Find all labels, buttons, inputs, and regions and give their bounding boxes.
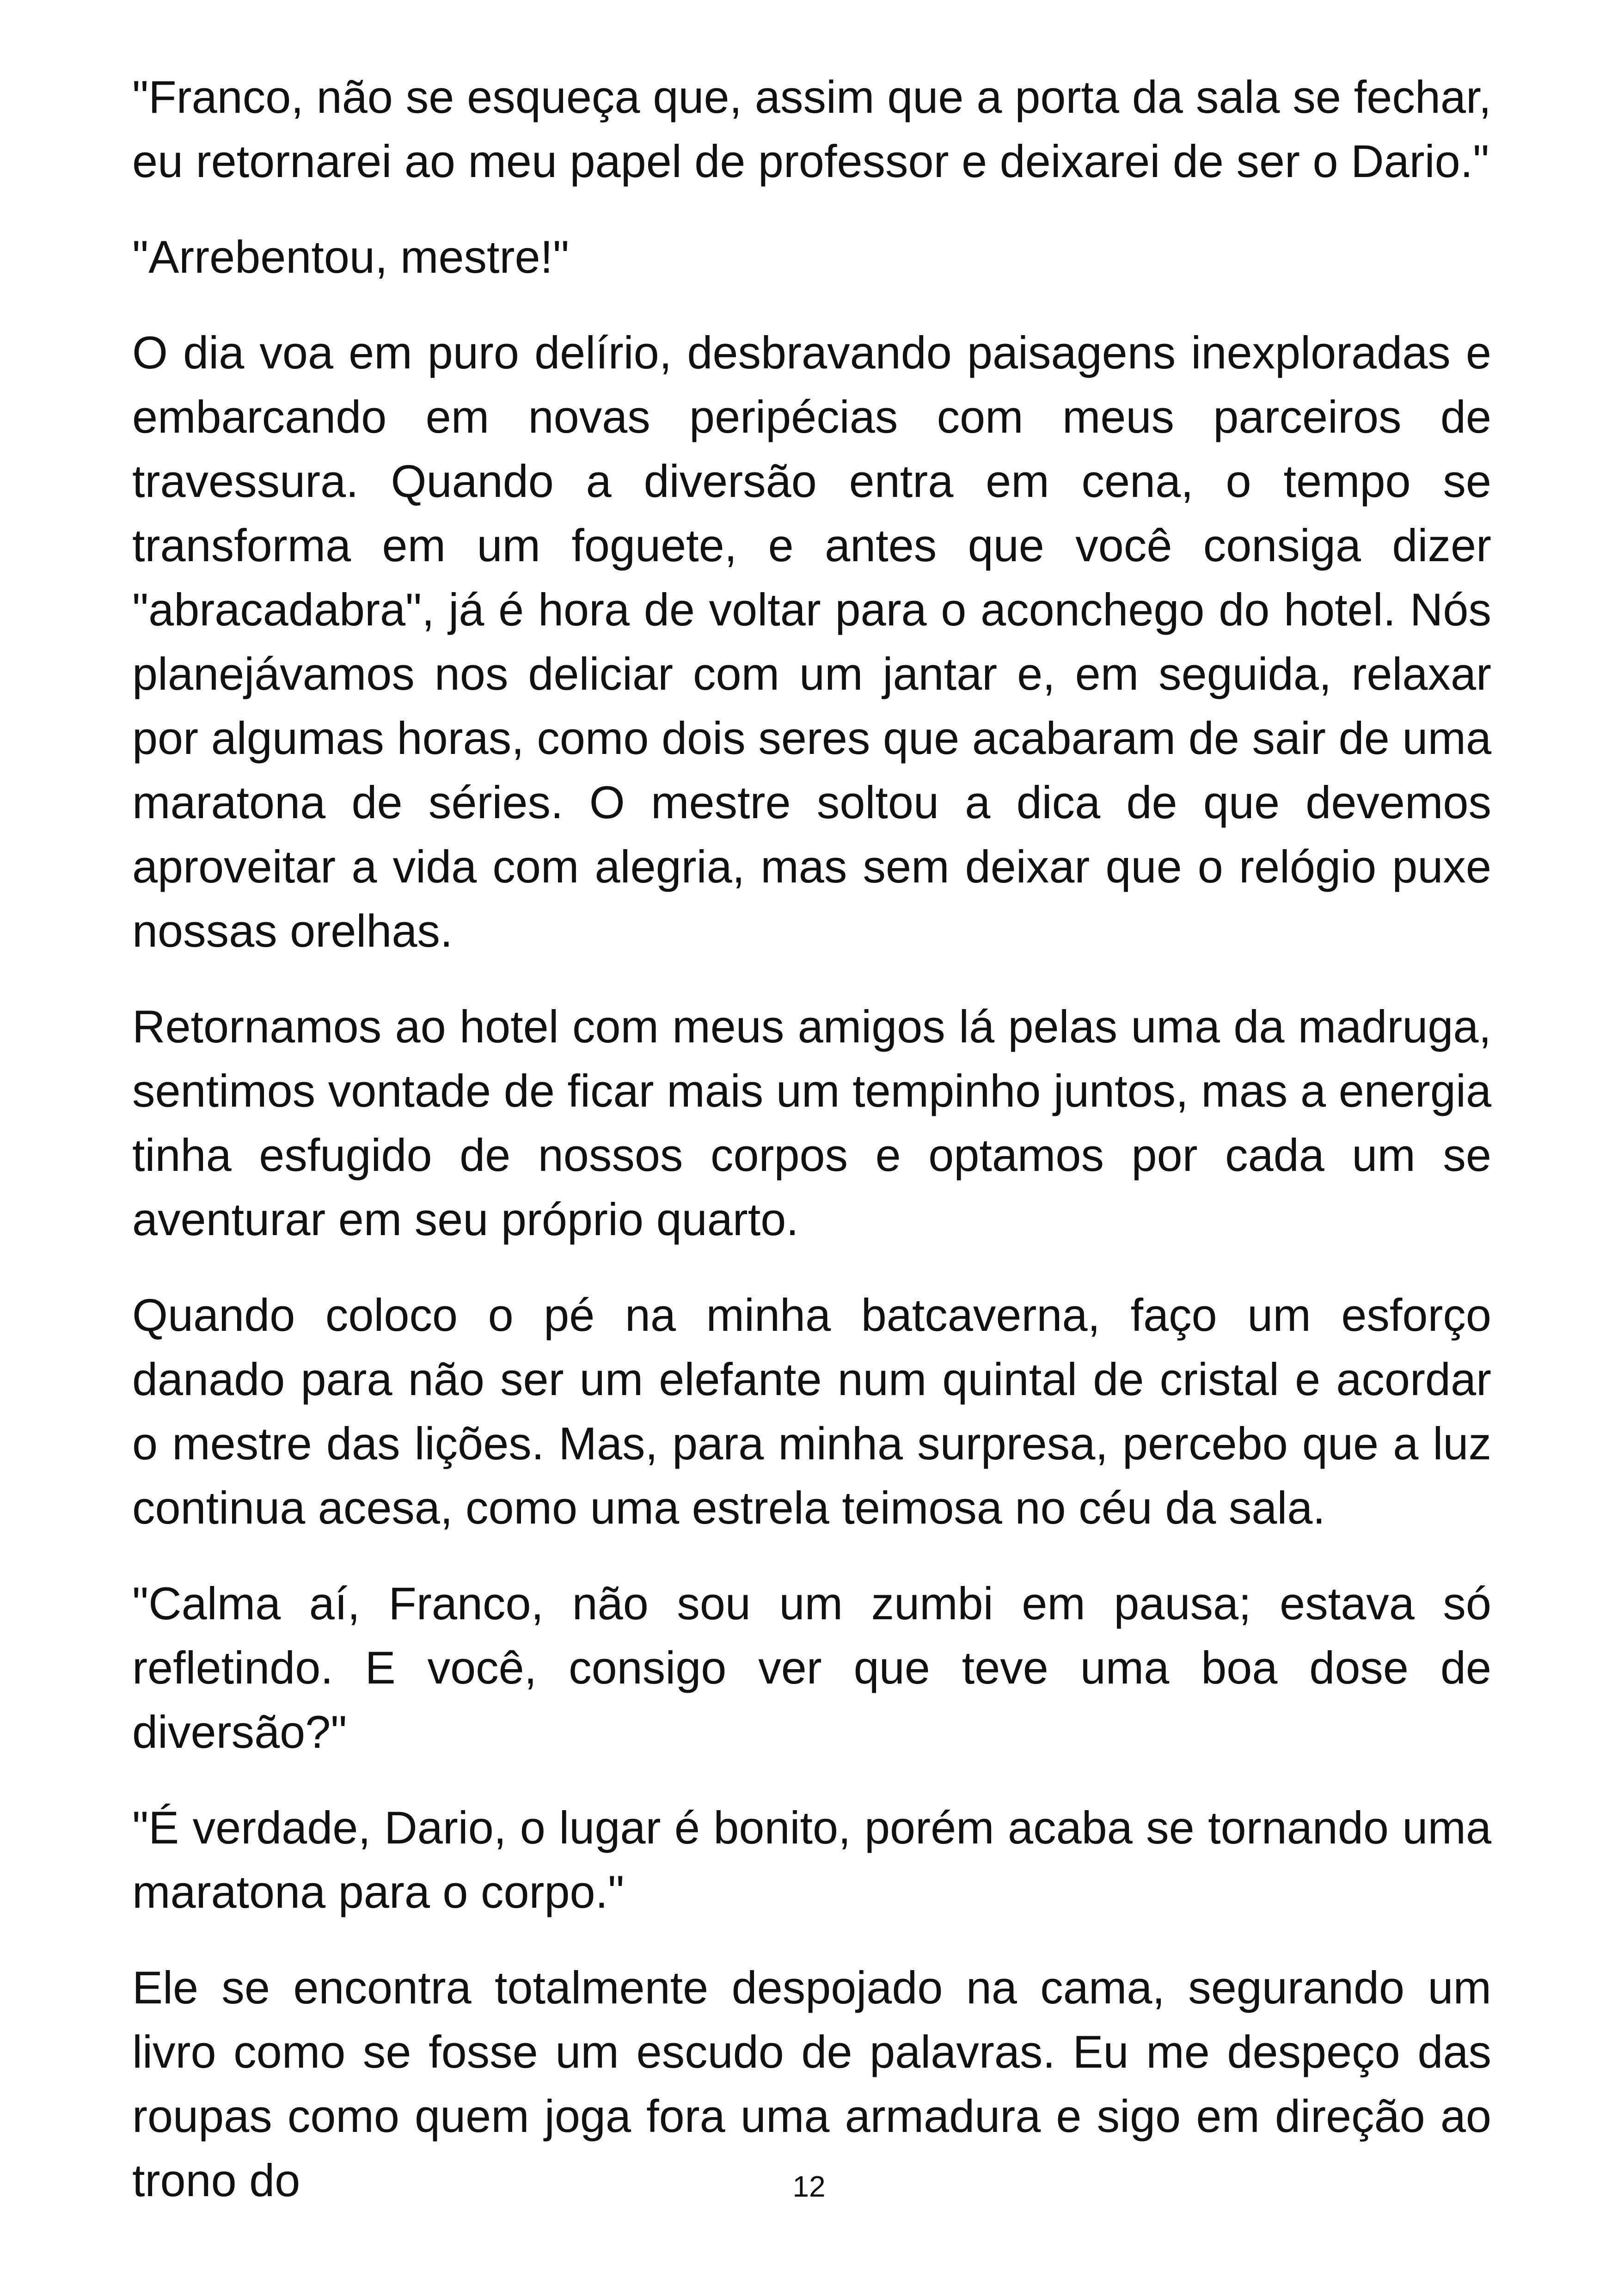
paragraph: "Arrebentou, mestre!"	[132, 231, 570, 282]
paragraph: Retornamos ao hotel com meus amigos lá pelas uma da madruga, sentimos vontade de ficar mais um tempinho juntos, mas a energia tinha esfugido de nossos corpos e optamos por cada um se aventurar em seu próprio quarto.	[132, 1001, 1491, 1245]
page-number: 12	[792, 2170, 826, 2203]
paragraph: Ele se encontra totalmente despojado na cama, segurando um livro como se fosse um escudo de palavras. Eu me despeço das roupas como quem joga fora uma armadura e sigo em direção ao trono do	[132, 1962, 1491, 2206]
paragraph: "Calma aí, Franco, não sou um zumbi em pausa; estava só refletindo. E você, consigo ver que teve uma boa dose de diversão?"	[132, 1578, 1491, 1757]
paragraph: Quando coloco o pé na minha batcaverna, faço um esforço danado para não ser um elefante num quintal de cristal e acordar o mestre das lições. Mas, para minha surpresa, percebo que a luz continua acesa, como uma estrela teimosa no céu da sala.	[132, 1289, 1491, 1533]
paragraph: "É verdade, Dario, o lugar é bonito, porém acaba se tornando uma maratona para o corpo."	[132, 1802, 1491, 1917]
paragraph: "Franco, não se esqueça que, assim que a porta da sala se fechar, eu retornarei ao meu papel de professor e deixarei de ser o Dario."	[132, 71, 1491, 187]
page-body	[132, 65, 1491, 2244]
paragraph: O dia voa em puro delírio, desbravando paisagens inexploradas e embarcando em novas peripécias com meus parceiros de travessura. Quando a diversão entra em cena, o tempo se transforma em um foguete, e antes que você consiga dizer "abracadabra", já é hora de voltar para o aconchego do hotel. Nós planejávamos nos deliciar com um jantar e, em seguida, relaxar por algumas horas, como dois seres que acabaram de sair de uma maratona de séries. O mestre soltou a dica de que devemos aproveitar a vida com alegria, mas sem deixar que o relógio puxe nossas orelhas.	[132, 327, 1491, 956]
